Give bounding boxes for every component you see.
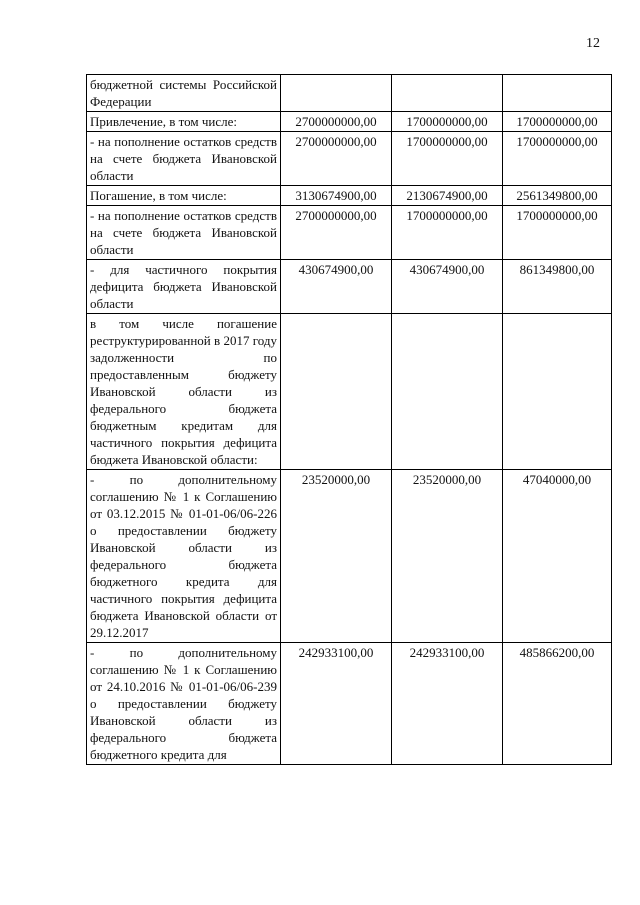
table-row xyxy=(87,206,612,260)
table-row xyxy=(87,186,612,206)
table-row xyxy=(87,260,612,314)
row-value-2: 242933100,00 xyxy=(392,643,503,765)
row-value-1: 2700000000,00 xyxy=(281,206,392,260)
table-body xyxy=(87,75,612,765)
row-value-3: 1700000000,00 xyxy=(503,112,612,132)
row-description: - по дополнительному соглашению № 1 к Соглашению от 03.12.2015 № 01-01-06/06-226 о предоставлении бюджету Ивановской области из федерального бюджета бюджетного кредита для частичного покрытия дефицита бюджета Ивановской области от 29.12.2017 xyxy=(87,470,281,643)
row-value-2: 1700000000,00 xyxy=(392,112,503,132)
table-row xyxy=(87,75,612,112)
row-value-1: 23520000,00 xyxy=(281,470,392,643)
row-description: - по дополнительному соглашению № 1 к Соглашению от 24.10.2016 № 01-01-06/06-239 о предоставлении бюджету Ивановской области из федерального бюджета бюджетного кредита для xyxy=(87,643,281,765)
row-value-1: 2700000000,00 xyxy=(281,112,392,132)
row-value-3: 1700000000,00 xyxy=(503,206,612,260)
row-description: в том числе погашение реструктурированной в 2017 году задолженности по предоставленным бюджету Ивановской области из федерального бюджета бюджетным кредитам для частичного покрытия дефицита бюджета Ивановской области: xyxy=(87,314,281,470)
row-value-2 xyxy=(392,314,503,470)
row-value-3: 861349800,00 xyxy=(503,260,612,314)
table-row xyxy=(87,314,612,470)
row-value-3 xyxy=(503,314,612,470)
row-value-1: 242933100,00 xyxy=(281,643,392,765)
row-value-3: 47040000,00 xyxy=(503,470,612,643)
row-value-2: 2130674900,00 xyxy=(392,186,503,206)
row-value-1: 3130674900,00 xyxy=(281,186,392,206)
budget-sources-table xyxy=(86,74,612,765)
row-value-3: 485866200,00 xyxy=(503,643,612,765)
row-value-2: 430674900,00 xyxy=(392,260,503,314)
row-value-1 xyxy=(281,75,392,112)
table-row xyxy=(87,470,612,643)
table-row xyxy=(87,112,612,132)
row-value-1: 2700000000,00 xyxy=(281,132,392,186)
row-value-2 xyxy=(392,75,503,112)
row-value-2: 1700000000,00 xyxy=(392,132,503,186)
row-description: бюджетной системы Российской Федерации xyxy=(87,75,281,112)
row-description: Привлечение, в том числе: xyxy=(87,112,281,132)
row-value-3: 1700000000,00 xyxy=(503,132,612,186)
row-value-2: 23520000,00 xyxy=(392,470,503,643)
table-row xyxy=(87,132,612,186)
table-row xyxy=(87,643,612,765)
row-value-3 xyxy=(503,75,612,112)
row-value-1 xyxy=(281,314,392,470)
row-description: - на пополнение остатков средств на счете бюджета Ивановской области xyxy=(87,206,281,260)
row-value-2: 1700000000,00 xyxy=(392,206,503,260)
row-value-3: 2561349800,00 xyxy=(503,186,612,206)
page-number: 12 xyxy=(586,36,600,51)
row-description: - для частичного покрытия дефицита бюджета Ивановской области xyxy=(87,260,281,314)
row-description: Погашение, в том числе: xyxy=(87,186,281,206)
row-value-1: 430674900,00 xyxy=(281,260,392,314)
row-description: - на пополнение остатков средств на счете бюджета Ивановской области xyxy=(87,132,281,186)
